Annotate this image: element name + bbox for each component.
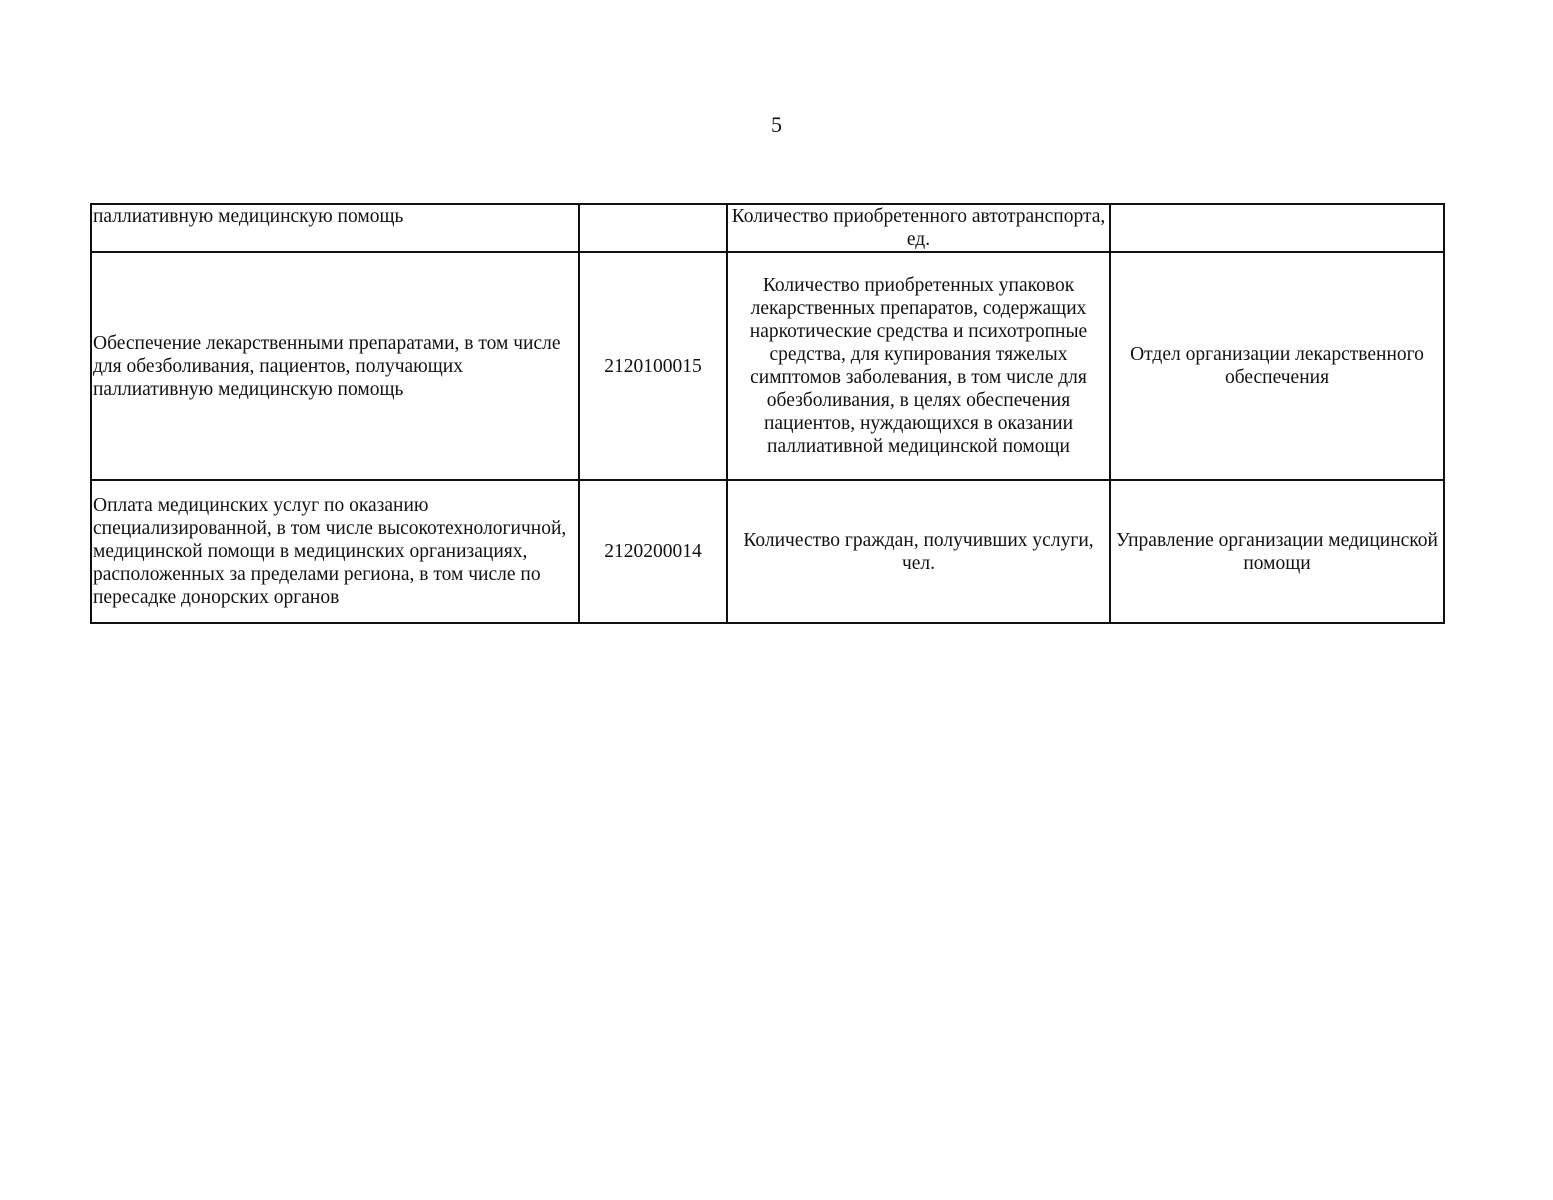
responsible-cell: Отдел организации лекарственного обеспечения [1110,252,1444,480]
table-row [91,252,1444,480]
responsible-cell: Управление организации медицинской помощи [1110,480,1444,623]
indicator-cell: Количество граждан, получивших услуги, чел. [727,480,1110,623]
table-row [91,204,1444,252]
measures-table [90,203,1445,624]
indicator-cell: Количество приобретенного автотранспорта, ед. [727,204,1110,252]
measure-name-cell: Обеспечение лекарственными препаратами, в том числе для обезболивания, пациентов, получающих паллиативную медицинскую помощь [91,252,579,480]
code-cell: 2120100015 [579,252,727,480]
table-row [91,480,1444,623]
code-cell [579,204,727,252]
indicator-cell: Количество приобретенных упаковок лекарственных препаратов, содержащих наркотические средства и психотропные средства, для купирования тяжелых симптомов заболевания, в том числе для обезболивания, в целях обеспечения пациентов, нуждающихся в оказании паллиативной медицинской помощи [727,252,1110,480]
code-cell: 2120200014 [579,480,727,623]
measure-name-cell: Оплата медицинских услуг по оказанию специализированной, в том числе высокотехнологичной, медицинской помощи в медицинских организациях, расположенных за пределами региона, в том числе по пересадке донорских органов [91,480,579,623]
measure-name-cell: паллиативную медицинскую помощь [91,204,579,252]
page-number: 5 [771,112,782,137]
responsible-cell [1110,204,1444,252]
